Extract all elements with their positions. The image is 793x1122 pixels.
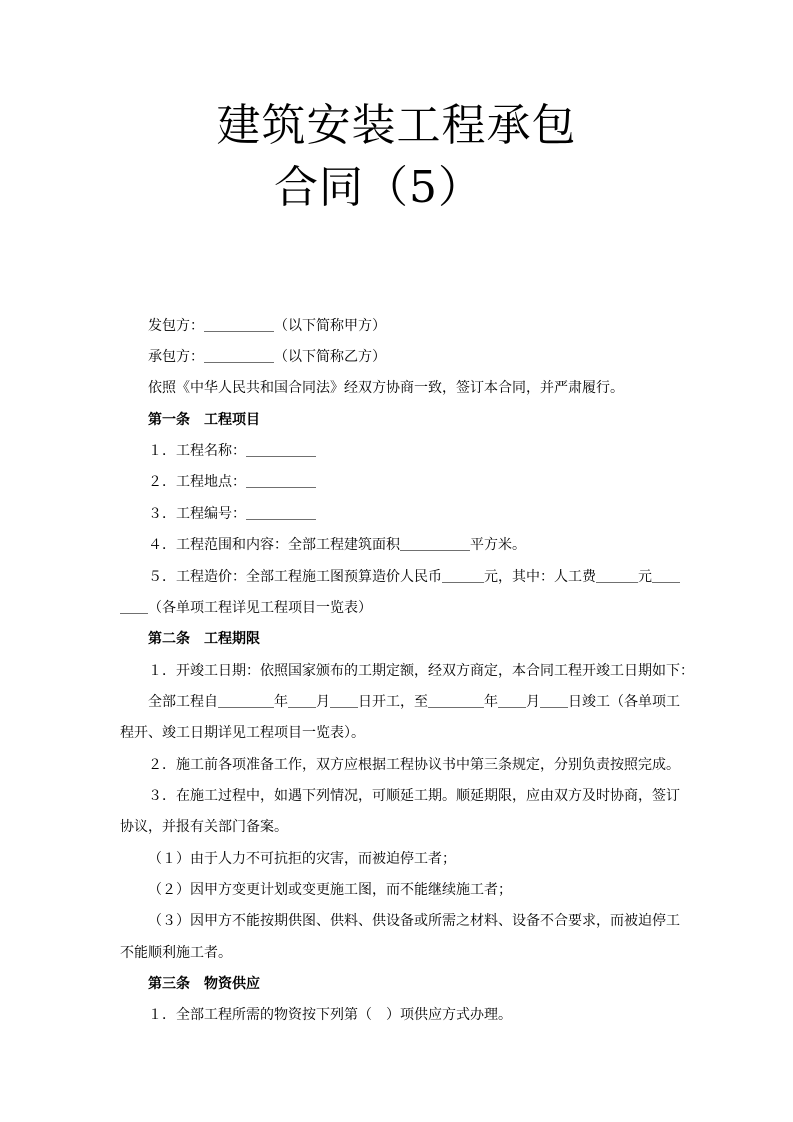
document-title-line1: 建筑安装工程承包 [216, 100, 577, 151]
supply-line: １．全部工程所需的物资按下列第（ ）项供应方式办理。 [148, 1007, 512, 1023]
schedule-line: １．开竣工日期：依照国家颁布的工期定额，经双方商定，本合同工程开竣工日期如下： [148, 663, 694, 679]
schedule-dates-line: 全部工程自＿＿＿＿年＿＿月＿＿日开工，至＿＿＿＿年＿＿月＿＿日竣工（各单项工 [148, 694, 680, 710]
extension-line-cont: 协议，并报有关部门备案。 [120, 819, 288, 835]
party-a-line: 发包方：＿＿＿＿＿（以下简称甲方） [148, 318, 386, 334]
preamble-line: 依照《中华人民共和国合同法》经双方协商一致，签订本合同，并严肃履行。 [148, 380, 624, 396]
party-b-line: 承包方：＿＿＿＿＿（以下简称乙方） [148, 349, 386, 365]
extension-item-2: （２）因甲方变更计划或变更施工图，而不能继续施工者； [148, 882, 512, 898]
preparation-line: ２．施工前各项准备工作，双方应根据工程协议书中第三条规定，分别负责按照完成。 [148, 757, 680, 773]
project-scope-line: ４．工程范围和内容：全部工程建筑面积＿＿＿＿＿平方米。 [148, 537, 526, 553]
extension-item-3: （３）因甲方不能按期供图、供料、供设备或所需之材料、设备不合要求，而被迫停工 [148, 913, 680, 929]
project-name-line: １．工程名称：＿＿＿＿＿ [148, 443, 316, 459]
project-location-line: ２．工程地点：＿＿＿＿＿ [148, 474, 316, 490]
project-number-line: ３．工程编号：＿＿＿＿＿ [148, 506, 316, 522]
project-cost-line-cont: ＿＿（各单项工程详见工程项目一览表） [120, 600, 372, 616]
project-cost-line: ５．工程造价：全部工程施工图预算造价人民币＿＿＿元，其中：人工费＿＿＿元＿＿ [148, 569, 680, 585]
schedule-dates-line-cont: 程开、竣工日期详见工程项目一览表）。 [120, 725, 365, 741]
extension-line: ３．在施工过程中，如遇下列情况，可顺延工期。顺延期限，应由双方及时协商，签订 [148, 788, 680, 804]
article-1-heading: 第一条 工程项目 [148, 412, 260, 428]
article-2-heading: 第二条 工程期限 [148, 631, 260, 647]
article-3-heading: 第三条 物资供应 [148, 976, 260, 992]
extension-item-1: （１）由于人力不可抗拒的灾害，而被迫停工者； [148, 851, 456, 867]
document-title-line2: 合同（5） [274, 162, 483, 213]
extension-item-3-cont: 不能顺利施工者。 [120, 945, 232, 961]
